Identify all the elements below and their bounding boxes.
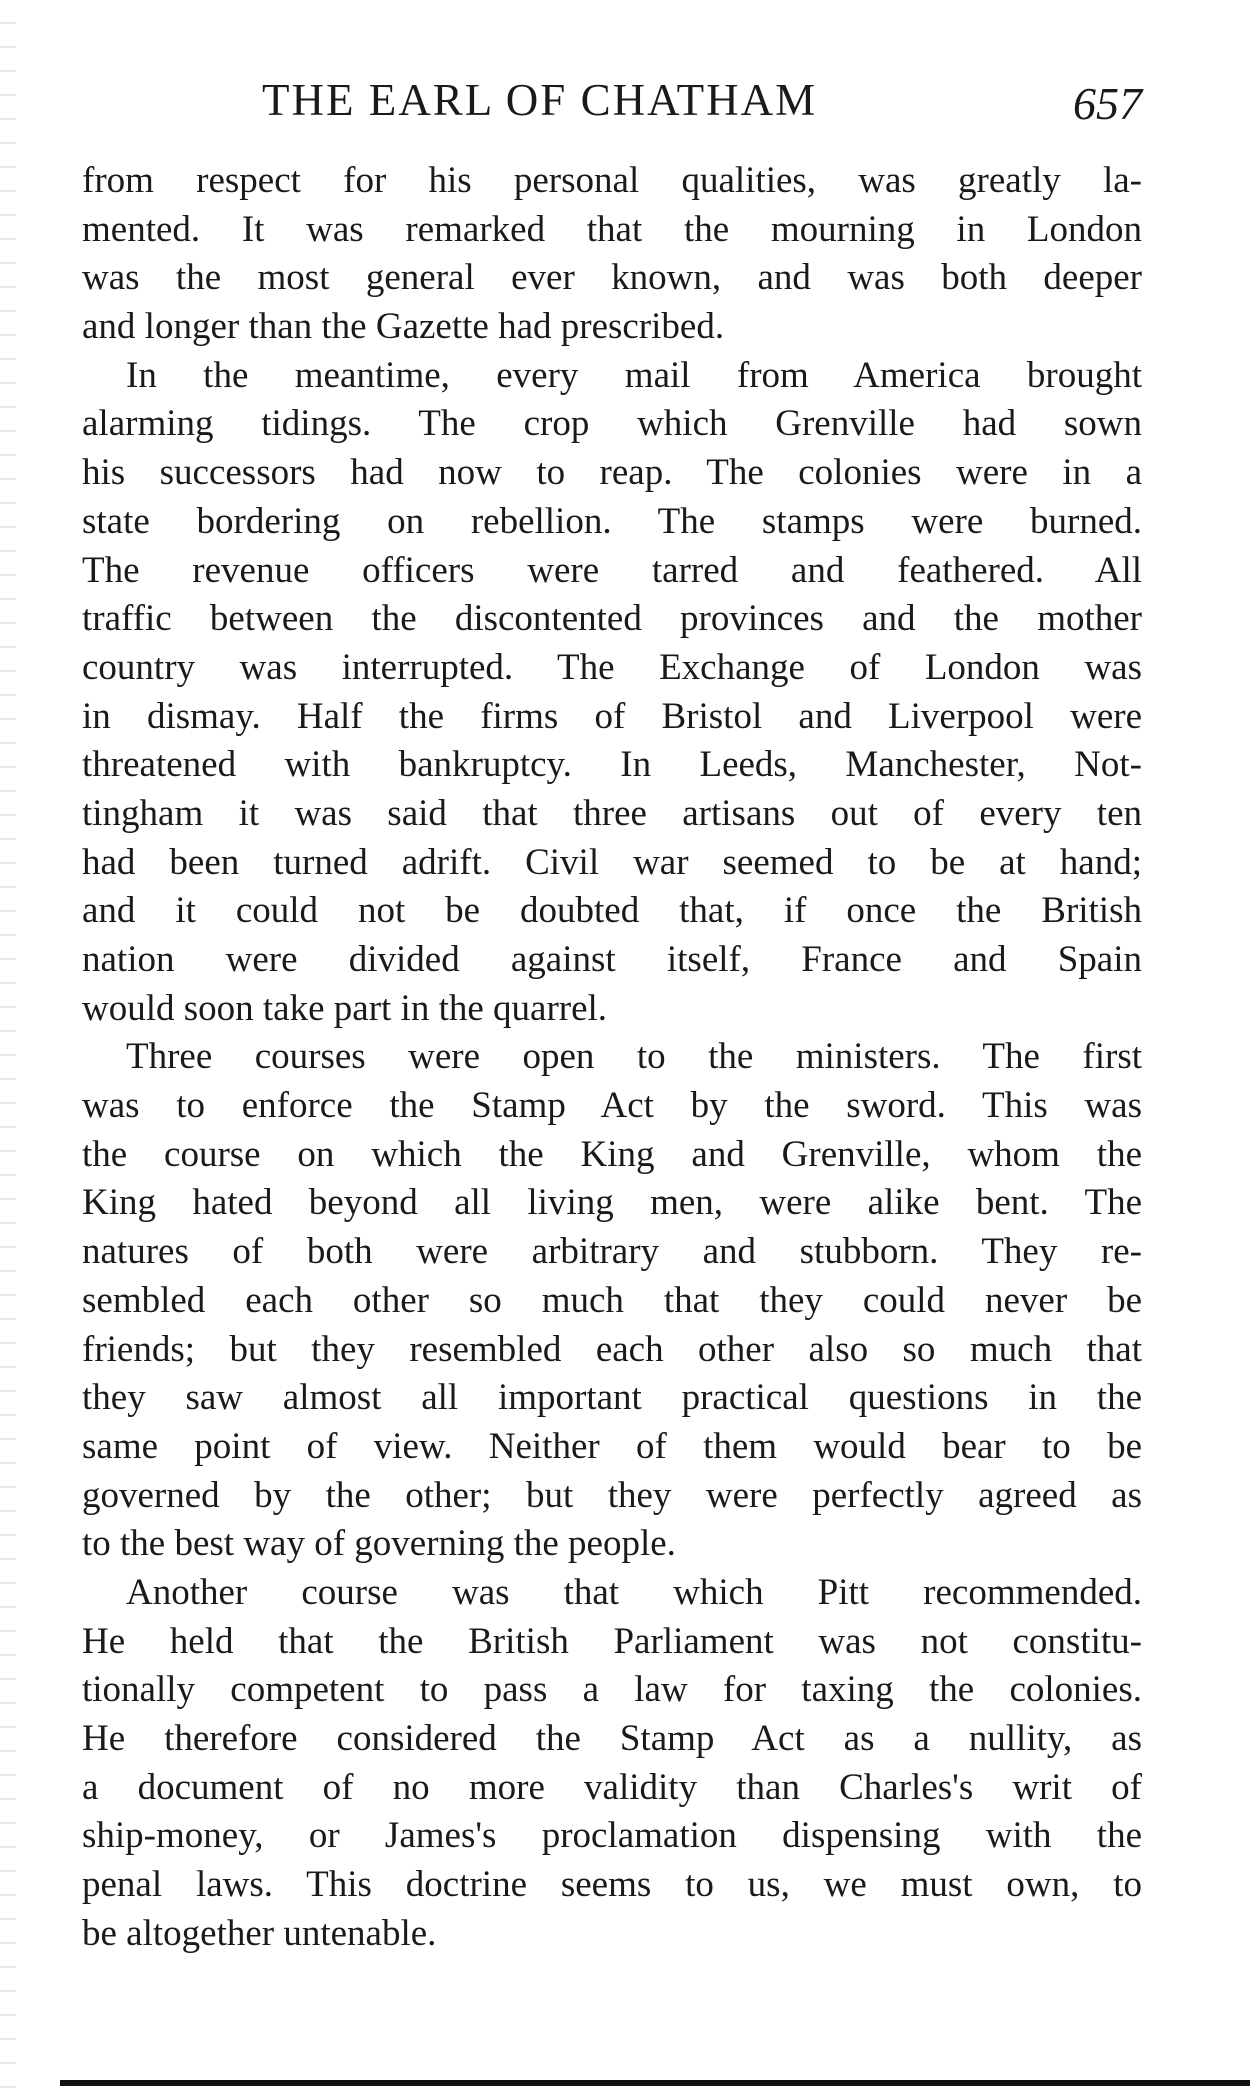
text-line: He held that the British Parliament was not constitu- xyxy=(82,1620,1142,1662)
text-line: was to enforce the Stamp Act by the sword. This was xyxy=(82,1085,1142,1127)
text-line: and longer than the Gazette had prescribed. xyxy=(82,306,725,348)
text-line: penal laws. This doctrine seems to us, we must own, to xyxy=(82,1864,1142,1906)
text-line: in dismay. Half the firms of Bristol and Liverpool were xyxy=(82,695,1142,737)
running-head xyxy=(82,70,1142,130)
text-line: traffic between the discontented provinces and the mother xyxy=(82,598,1142,640)
text-line: threatened with bankruptcy. In Leeds, Manchester, Not- xyxy=(82,744,1142,786)
text-line: mented. It was remarked that the mourning in London xyxy=(82,208,1142,250)
paragraph xyxy=(82,352,1142,1034)
text-line: alarming tidings. The crop which Grenville had sown xyxy=(82,403,1142,445)
text-line: had been turned adrift. Civil war seemed to be at hand; xyxy=(82,841,1142,883)
text-line: Three courses were open to the ministers. The first xyxy=(126,1036,1142,1078)
text-line: ship-money, or James's proclamation dispensing with the xyxy=(82,1815,1142,1857)
text-line: his successors had now to reap. The colonies were in a xyxy=(82,452,1142,494)
text-line: natures of both were arbitrary and stubborn. They re- xyxy=(82,1231,1142,1273)
text-line: was the most general ever known, and was both deeper xyxy=(82,257,1142,299)
text-line: nation were divided against itself, France and Spain xyxy=(82,939,1142,980)
text-line: friends; but they resembled each other also so much that xyxy=(82,1328,1142,1370)
text-line: would soon take part in the quarrel. xyxy=(82,987,608,1029)
text-line: a document of no more validity than Charles's writ of xyxy=(82,1766,1142,1808)
paragraph xyxy=(82,157,1142,352)
text-line: sembled each other so much that they could never be xyxy=(82,1279,1142,1321)
text-line: He therefore considered the Stamp Act as a nullity, as xyxy=(82,1718,1142,1759)
text-line: Another course was that which Pitt recommended. xyxy=(126,1571,1142,1613)
bottom-rule xyxy=(60,2080,1250,2086)
text-line: be altogether untenable. xyxy=(82,1912,437,1954)
text-line: they saw almost all important practical questions in the xyxy=(82,1377,1142,1419)
text-line: from respect for his personal qualities, was greatly la- xyxy=(82,160,1142,201)
text-line: governed by the other; but they were perfectly agreed as xyxy=(82,1474,1142,1516)
text-line: and it could not be doubted that, if once the British xyxy=(82,890,1142,932)
text-line: King hated beyond all living men, were alike bent. The xyxy=(82,1182,1142,1224)
scan-margin-edge xyxy=(0,0,16,2097)
text-line: The revenue officers were tarred and feathered. All xyxy=(82,549,1142,591)
running-title: THE EARL OF CHATHAM xyxy=(262,75,818,125)
text-line: country was interrupted. The Exchange of London was xyxy=(82,646,1142,688)
body-text xyxy=(82,157,1142,1958)
text-line: same point of view. Neither of them would bear to be xyxy=(82,1425,1142,1467)
text-line: the course on which the King and Grenville, whom the xyxy=(82,1133,1142,1175)
text-line: to the best way of governing the people. xyxy=(82,1523,676,1565)
text-line: In the meantime, every mail from America brought xyxy=(126,354,1142,396)
paragraph xyxy=(82,1033,1142,1569)
paragraph xyxy=(82,1569,1142,1959)
text-line: tingham it was said that three artisans out of every ten xyxy=(82,792,1142,834)
page-number: 657 xyxy=(1073,78,1142,129)
text-line: state bordering on rebellion. The stamps were burned. xyxy=(82,500,1142,542)
text-line: tionally competent to pass a law for taxing the colonies. xyxy=(82,1669,1142,1711)
